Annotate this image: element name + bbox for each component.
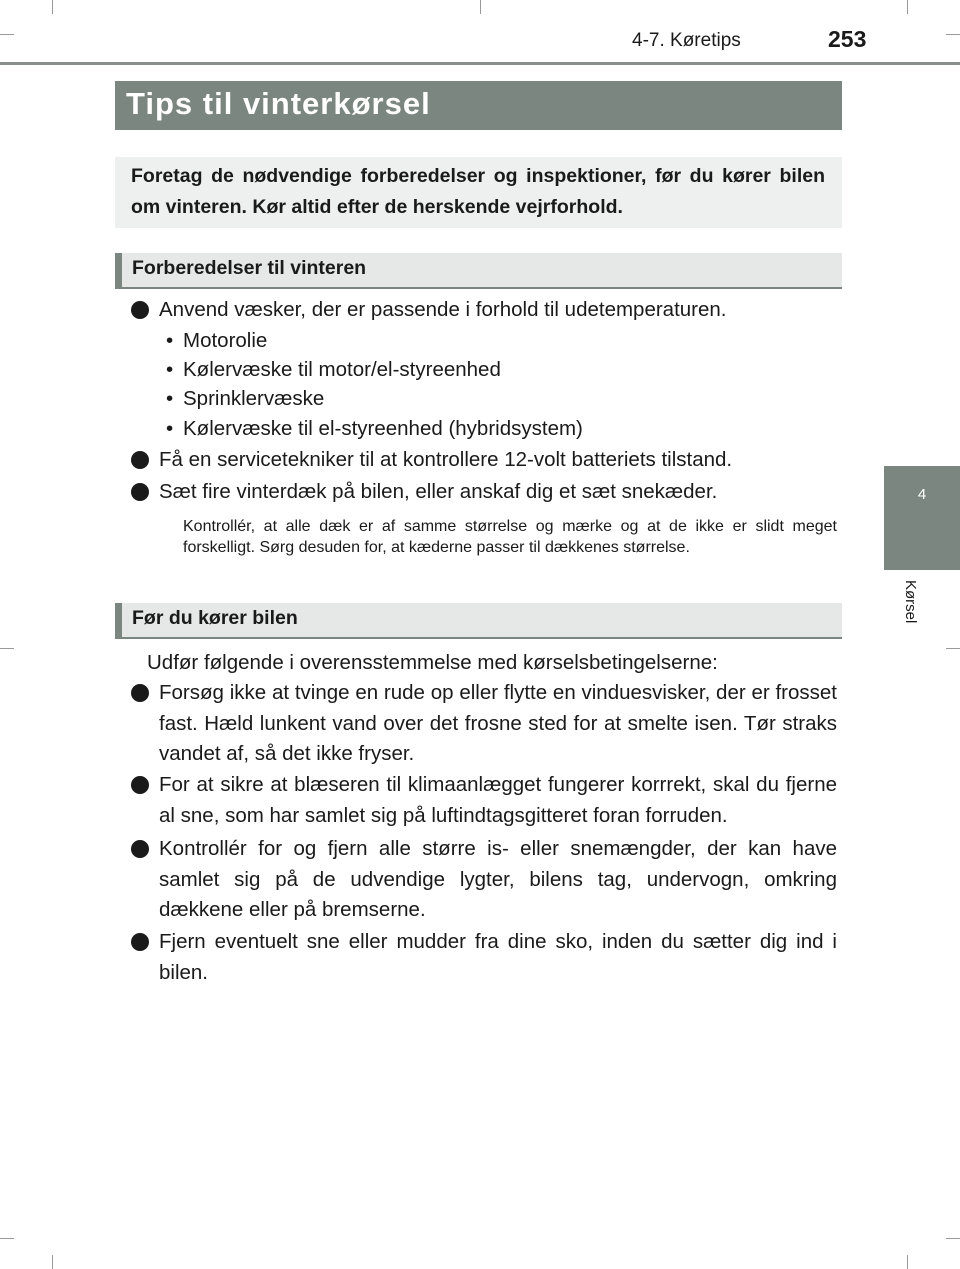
page-title-bar — [115, 81, 842, 130]
intro-text: Foretag de nødvendige forberedelser og inspektioner, før du kører bilen om vinteren. Kør altid efter de herskende vejrforhold. — [131, 165, 825, 218]
tyre-note: Kontrollér, at alle dæk er af samme størrelse og mærke og at de ikke er slidt meget forskelligt. Sørg desuden for, at kæderne passer til dækkenes størrelse. — [183, 518, 837, 556]
bullet-icon — [131, 301, 149, 319]
sub-list-item-text: Motorolie — [183, 329, 268, 352]
list-item-text: Sæt fire vinterdæk på bilen, eller anskaf dig et sæt snekæder. — [159, 480, 718, 503]
section-heading-before-driving — [115, 603, 842, 639]
section-heading-text: Før du kører bilen — [132, 607, 298, 629]
chapter-number: 4 — [917, 486, 927, 503]
dot-marker-icon: • — [166, 417, 174, 440]
crop-mark — [946, 1238, 960, 1239]
section-heading-text: Forberedelser til vinteren — [132, 257, 367, 279]
crop-mark — [480, 0, 481, 14]
chapter-tab — [884, 466, 960, 570]
list-item-text: Forsøg ikke at tvinge en rude op eller flytte en vinduesvisker, der er frosset fast. Hæld lunkent vand over det frosne sted for at smelte isen. Tør straks vandet af, så det ikke fryser. — [159, 681, 837, 765]
bullet-icon — [131, 684, 149, 702]
sub-list-item — [166, 355, 501, 384]
sub-list-item — [166, 414, 583, 443]
dot-marker-icon: • — [166, 387, 174, 410]
dot-marker-icon: • — [166, 329, 174, 352]
section-lead-text: Udfør følgende i overensstemmelse med kørselsbetingelserne: — [147, 651, 718, 674]
bullet-icon — [131, 483, 149, 501]
header-section-title: 4-7. Køretips — [632, 30, 741, 51]
sub-list-item — [166, 326, 267, 355]
bullet-icon — [131, 776, 149, 794]
crop-mark — [946, 34, 960, 35]
page-number: 253 — [828, 26, 867, 52]
bullet-icon — [131, 451, 149, 469]
list-item-text: Fjern eventuelt sne eller mudder fra dine sko, inden du sætter dig ind i bilen. — [159, 930, 837, 984]
sub-list-item-text: Kølervæske til motor/el-styreenhed — [183, 358, 501, 381]
crop-mark — [0, 1238, 14, 1239]
crop-mark — [52, 0, 53, 14]
list-item-text: For at sikre at blæseren til klimaanlægget fungerer korrrekt, skal du fjerne al sne, som har samlet sig på luftindtagsgitteret foran forruden. — [159, 773, 837, 827]
crop-mark — [907, 0, 908, 14]
crop-mark — [907, 1255, 908, 1269]
crop-mark — [0, 34, 14, 35]
bullet-icon — [131, 933, 149, 951]
list-item-text: Få en servicetekniker til at kontrollere 12-volt batteriets tilstand. — [159, 448, 733, 471]
crop-mark — [0, 648, 14, 649]
sub-list-item — [166, 384, 324, 413]
crop-mark — [52, 1255, 53, 1269]
bullet-icon — [131, 840, 149, 858]
section-heading-winter-prep — [115, 253, 842, 289]
chapter-label-container — [903, 580, 917, 640]
crop-mark — [946, 648, 960, 649]
dot-marker-icon: • — [166, 358, 174, 381]
intro-box — [115, 157, 842, 228]
chapter-label: Kørsel — [902, 580, 919, 624]
sub-list-item-text: Kølervæske til el-styreenhed (hybridsystem) — [183, 417, 583, 440]
header-rule — [0, 62, 960, 65]
page-title: Tips til vinterkørsel — [126, 86, 431, 121]
list-item-text: Kontrollér for og fjern alle større is- eller snemængder, der kan have samlet sig på de udvendige lygter, bilens tag, undervogn, omkring dækkene eller på bremserne. — [159, 837, 837, 921]
list-item-text: Anvend væsker, der er passende i forhold til udetemperaturen. — [159, 298, 727, 321]
sub-list-item-text: Sprinklervæske — [183, 387, 325, 410]
